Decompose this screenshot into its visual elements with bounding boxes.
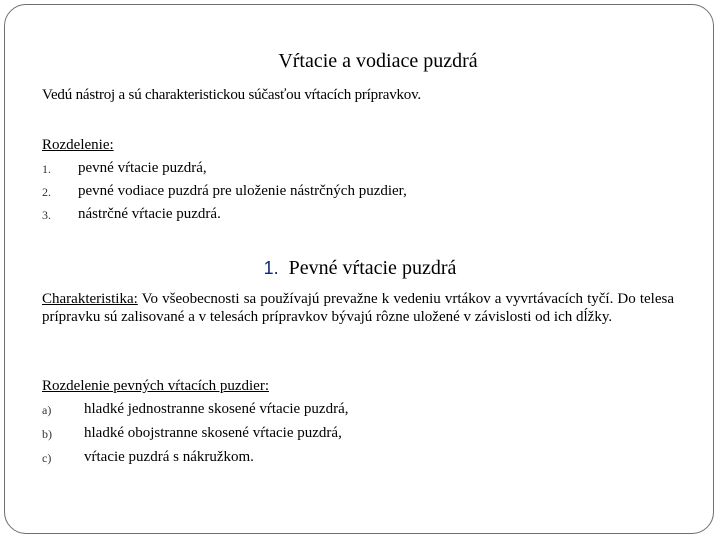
list-item — [42, 183, 407, 206]
section-heading — [0, 257, 720, 280]
list-item-text: hladké jednostranne skosené vŕtacie puzdrá, — [84, 401, 349, 417]
list-item-text: nástrčné vŕtacie puzdrá. — [78, 206, 221, 222]
list-item — [42, 449, 348, 473]
section-title: Pevné vŕtacie puzdrá — [288, 257, 457, 279]
characteristics-paragraph — [42, 290, 674, 326]
intro-text: Vedú nástroj a sú charakteristickou súčasťou vŕtacích prípravkov. — [42, 87, 421, 103]
list-item-text: pevné vodiace puzdrá pre uloženie nástrčných puzdier, — [78, 183, 407, 199]
list-item-text: vŕtacie puzdrá s nákružkom. — [84, 449, 254, 465]
characteristics-text: Vo všeobecnosti sa používajú prevažne k vedeniu vrtákov a vyvrtávacích tyčí. Do telesa prípravku sú zalisované a v telesách prípravkov bývajú rôzne uložené v závislosti od ich dĺžky. — [42, 291, 674, 325]
section-number: 1. — [263, 258, 279, 278]
fixed-division-heading: Rozdelenie pevných vŕtacích puzdier: — [42, 378, 269, 394]
list-marker: c) — [42, 451, 52, 465]
list-item-text: pevné vŕtacie puzdrá, — [78, 160, 207, 176]
list-item-text: hladké obojstranne skosené vŕtacie puzdrá, — [84, 425, 342, 441]
list-marker: 2. — [42, 185, 51, 199]
slide-title: Vŕtacie a vodiace puzdrá — [278, 50, 478, 72]
list-marker: 3. — [42, 208, 51, 222]
list-item — [42, 206, 407, 229]
division-heading: Rozdelenie: — [42, 137, 114, 153]
list-marker: b) — [42, 427, 52, 441]
list-marker: a) — [42, 403, 52, 417]
list-item — [42, 160, 407, 183]
characteristics-label: Charakteristika: — [42, 291, 138, 307]
list-item — [42, 401, 348, 425]
list-item — [42, 425, 348, 449]
fixed-division-list — [42, 401, 348, 473]
list-marker: 1. — [42, 162, 51, 176]
division-list — [42, 160, 407, 229]
